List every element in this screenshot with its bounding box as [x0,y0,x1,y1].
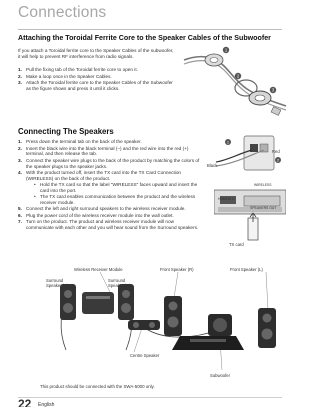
terminal-callout-2: 2 [276,157,280,163]
speaker-step [18,158,200,170]
callout-number: 3 [271,87,275,93]
ferrite-callout-2 [235,73,241,79]
step-bullet: • The TX card enables communication between the product and the wireless receiver module. [26,194,200,206]
centre-leader [134,328,142,352]
back-panel-illustration [214,176,286,246]
callout-number: 1 [224,47,228,53]
black-wire-label: Black [207,163,218,168]
step-number: 1. [18,139,22,144]
red-wire-label: Red [272,149,280,154]
speaker-step [18,139,200,145]
label-surround-speaker-right: Surround Speaker (R) [108,278,131,288]
label-front-speaker-left: Front Speaker (L) [230,267,263,272]
ferrite-callout-1 [223,47,229,53]
label-wireless-receiver-module: Wireless Receiver Module [74,267,123,272]
speaker-step [18,206,200,212]
label-surround-speaker-left: Surround Speaker (L) [46,278,68,288]
subwoofer [208,314,232,336]
step-number: 3. [18,80,22,85]
section-title: Connections [18,4,107,21]
step-number: 2. [18,145,22,151]
step-text: Turn on the product. The product and wireless receiver module will now communicate with each other and you will hear sound from the Surround speakers. [26,219,199,231]
step-text: Pull the fixing tab of the Toroidal ferrite core to open it. [26,67,138,72]
step-number: 6. [18,212,22,218]
speaker-step [18,219,200,231]
step-text: Press down the terminal tab on the back of the speaker. [26,139,142,144]
intro-paragraph: If you attach a Toroidal ferrite core to the Speaker Cables of the subwoofer, it will help to prevent RF interference from radio signals. [18,48,174,59]
ferrite-steps-list [18,67,178,92]
step-text: Insert the black wire into the black terminal (–) and the red wire into the red (+) terminal, and then release the tab. [26,145,189,157]
label-front-speaker-right: Front Speaker (R) [160,267,194,272]
step-number: 5. [18,206,22,212]
step-text: Make a loop once in the Speaker Cables. [26,73,112,79]
ferrite-step [18,74,178,80]
step-bullet: • Hold the TX card so that the label "WIRELESS" faces upward and insert the card into the port. [26,182,200,194]
step-text: Connect the speaker wire plugs to the back of the product by matching the colors of the speaker plugs to the speaker jacks. [26,157,200,169]
step-text: With the product turned off, insert the TX card into the TX Card Connection (WIRELESS) on the back of the product. [26,170,182,182]
speaker-step [18,146,200,158]
front-left-speaker [258,308,276,348]
speaker-step [18,213,200,219]
front-right-speaker [164,296,182,336]
ferrite-core-illustration [180,40,290,128]
step-number: 2. [18,73,22,79]
step-number: 1. [18,67,22,72]
ferrite-step [18,80,178,92]
tx-card-label: TX card [229,242,244,247]
title-divider [18,29,282,30]
step-text: Connect the left and right surround speakers to the wireless receiver module. [26,206,186,212]
surround-left-speaker [60,284,76,320]
main-unit [172,336,244,350]
page-language: English [38,402,55,407]
footer-divider [18,397,282,398]
speaker-steps-list [18,139,200,232]
speaker-step [18,170,200,205]
front-left-leader [266,272,268,310]
step-text: Plug the power cord of the wireless receiver module into the wall outlet. [26,212,174,218]
ferrite-step [18,67,178,73]
label-subwoofer: Subwoofer [210,373,231,378]
page-number: 22 [18,397,32,407]
wireless-receiver-module [82,292,114,314]
heading-ferrite-core: Attaching the Toroidal Ferrite Core to the Speaker Cables of the Subwoofer [18,34,271,42]
front-right-leader [174,272,178,298]
wireless-port-label: WIRELESS [254,183,272,187]
step-number: 4. [18,170,22,176]
label-centre-speaker: Centre Speaker [130,353,160,358]
step-text: Attach the Toroidal ferrite core to the Speaker Cables of the Subwoofer as the figure shows and press it until it clicks. [26,80,173,91]
step-number: 3. [18,157,22,163]
ferrite-callout-3 [270,87,276,93]
surround-right-speaker [118,284,134,320]
compatibility-note: This product should be connected with the SWA-5000 only. [40,384,155,389]
terminal-callout-1: 1 [226,139,230,145]
speakers-out-label: SPEAKERS OUT [250,206,277,210]
step-number: 7. [18,219,22,225]
hdmi-port-label: HDMI IN 2 [218,197,234,201]
heading-connecting-speakers: Connecting The Speakers [18,127,114,136]
speaker-terminal-illustration [214,132,286,176]
centre-speaker [128,320,160,330]
speaker-system-diagram [30,270,290,390]
callout-number: 2 [236,73,240,79]
